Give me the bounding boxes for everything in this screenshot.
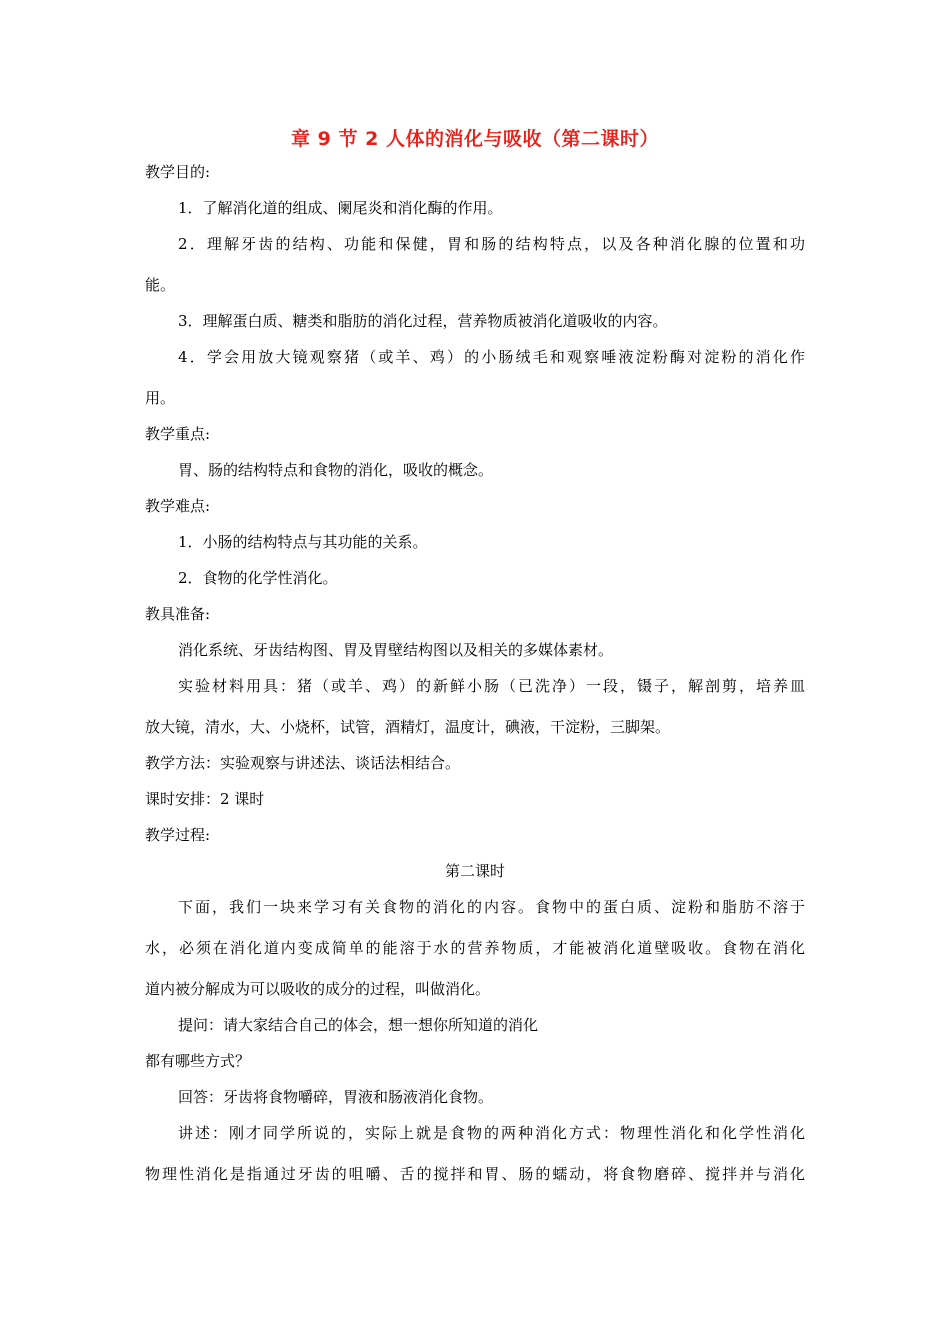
materials-heading: 教具准备:	[145, 605, 211, 623]
body-paragraph-line: 讲述：刚才同学所说的，实际上就是食物的两种消化方式：物理性消化和化学性消化	[178, 1124, 805, 1142]
body-paragraph-line: 水，必须在消化道内变成简单的能溶于水的营养物质，才能被消化道壁吸收。食物在消化	[145, 939, 805, 957]
body-paragraph-line: 都有哪些方式？	[145, 1052, 251, 1070]
difficulty-item: 1．小肠的结构特点与其功能的关系。	[178, 533, 428, 551]
objective-item: 1．了解消化道的组成、阑尾炎和消化酶的作用。	[178, 199, 503, 217]
body-paragraph-line: 道内被分解成为可以吸收的成分的过程，叫做消化。	[145, 980, 491, 998]
difficulties-heading: 教学难点:	[145, 497, 211, 515]
objective-item: 3．理解蛋白质、糖类和脂肪的消化过程，营养物质被消化道吸收的内容。	[178, 312, 668, 330]
teaching-method: 教学方法：实验观察与讲述法、谈话法相结合。	[145, 754, 461, 772]
materials-item: 实验材料用具：猪（或羊、鸡）的新鲜小肠（已洗净）一段，镊子，解剖剪，培养皿	[178, 677, 805, 695]
body-paragraph-line: 物理性消化是指通过牙齿的咀嚼、舌的搅拌和胃、肠的蠕动，将食物磨碎、搅拌并与消化	[145, 1165, 805, 1183]
objective-item-continued: 用。	[145, 389, 176, 407]
body-paragraph-line: 回答：牙齿将食物嚼碎，胃液和肠液消化食物。	[178, 1088, 494, 1106]
difficulty-item: 2．食物的化学性消化。	[178, 569, 338, 587]
lesson-title: 第二课时	[444, 862, 505, 880]
key-points-text: 胃、肠的结构特点和食物的消化，吸收的概念。	[178, 461, 494, 479]
body-paragraph-line: 提问：请大家结合自己的体会，想一想你所知道的消化	[178, 1016, 539, 1034]
document-title: 章 9 节 2 人体的消化与吸收（第二课时）	[291, 128, 659, 150]
body-paragraph-line: 下面，我们一块来学习有关食物的消化的内容。食物中的蛋白质、淀粉和脂肪不溶于	[178, 898, 805, 916]
key-points-heading: 教学重点:	[145, 425, 211, 443]
objective-item: 4．学会用放大镜观察猪（或羊、鸡）的小肠绒毛和观察唾液淀粉酶对淀粉的消化作	[178, 348, 805, 366]
objectives-heading: 教学目的:	[145, 163, 211, 181]
materials-item-continued: 放大镜，清水，大、小烧杯，试管，酒精灯，温度计，碘液，干淀粉，三脚架。	[145, 718, 671, 736]
materials-item: 消化系统、牙齿结构图、胃及胃壁结构图以及相关的多媒体素材。	[178, 641, 614, 659]
lesson-schedule: 课时安排：2 课时	[145, 790, 265, 808]
objective-item-continued: 能。	[145, 276, 176, 294]
process-heading: 教学过程:	[145, 826, 211, 844]
objective-item: 2．理解牙齿的结构、功能和保健，胃和肠的结构特点，以及各种消化腺的位置和功	[178, 235, 805, 253]
